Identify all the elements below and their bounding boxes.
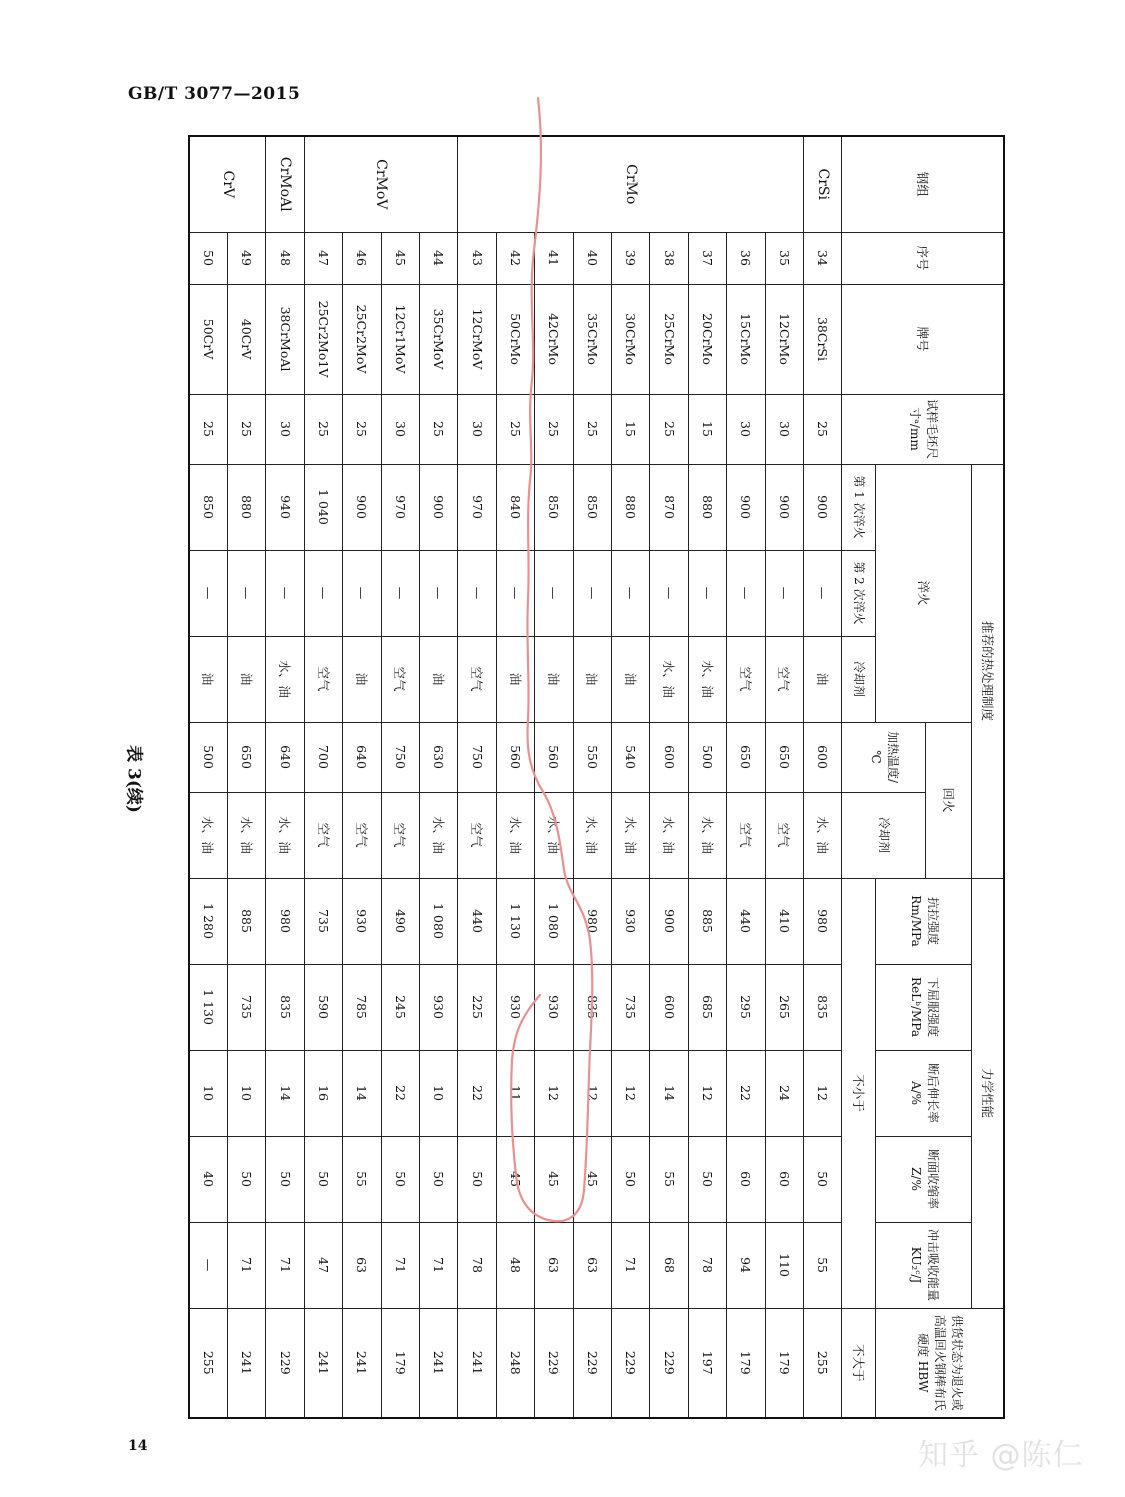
cell-z: 50 <box>381 1136 419 1222</box>
cell-rel: 785 <box>343 964 381 1050</box>
header-hardness: 供货状态为退火或高温回火钢棒布氏硬度 HBW <box>876 1308 1004 1418</box>
cell-q2: — <box>650 550 688 636</box>
cell-q1: 850 <box>189 464 228 550</box>
cell-ku: 63 <box>535 1222 573 1308</box>
table-row <box>650 136 688 1418</box>
cell-t-cool: 水、油 <box>804 792 842 878</box>
cell-ku: 71 <box>381 1222 419 1308</box>
cell-no: 45 <box>381 232 419 284</box>
cell-hbw: 229 <box>650 1308 688 1418</box>
cell-rel: 735 <box>228 964 266 1050</box>
cell-a: 12 <box>688 1050 726 1136</box>
cell-t-cool: 水、油 <box>535 792 573 878</box>
table-row <box>189 136 228 1418</box>
table-row <box>573 136 611 1418</box>
cell-size: 25 <box>343 394 381 464</box>
cell-q1: 900 <box>804 464 842 550</box>
cell-t-cool: 水、油 <box>650 792 688 878</box>
cell-size: 30 <box>266 394 304 464</box>
cell-size: 25 <box>496 394 534 464</box>
cell-rel: 835 <box>804 964 842 1050</box>
cell-no: 38 <box>650 232 688 284</box>
cell-t-cool: 空气 <box>381 792 419 878</box>
cell-rm: 980 <box>804 878 842 964</box>
cell-rel: 735 <box>612 964 650 1050</box>
cell-size: 30 <box>381 394 419 464</box>
cell-size: 25 <box>804 394 842 464</box>
header-row-1 <box>972 136 1004 1418</box>
cell-q-cool: 油 <box>343 636 381 722</box>
cell-grade: 25Cr2MoV <box>343 284 381 394</box>
cell-q2: — <box>496 550 534 636</box>
cell-z: 50 <box>688 1136 726 1222</box>
cell-size: 25 <box>573 394 611 464</box>
header-grade: 牌号 <box>842 284 1004 394</box>
cell-q-cool: 油 <box>612 636 650 722</box>
cell-ku: 78 <box>688 1222 726 1308</box>
table-row <box>612 136 650 1418</box>
cell-rm: 930 <box>343 878 381 964</box>
cell-no: 34 <box>804 232 842 284</box>
cell-ku: 48 <box>496 1222 534 1308</box>
cell-rm: 440 <box>458 878 496 964</box>
cell-no: 35 <box>765 232 803 284</box>
cell-z: 50 <box>266 1136 304 1222</box>
cell-no: 39 <box>612 232 650 284</box>
cell-no: 42 <box>496 232 534 284</box>
cell-hbw: 241 <box>420 1308 458 1418</box>
cell-hbw: 229 <box>612 1308 650 1418</box>
cell-grade: 12Cr1MoV <box>381 284 419 394</box>
cell-no: 41 <box>535 232 573 284</box>
cell-q1: 840 <box>496 464 534 550</box>
cell-a: 10 <box>189 1050 228 1136</box>
cell-q-cool: 空气 <box>765 636 803 722</box>
table-row <box>765 136 803 1418</box>
cell-q1: 870 <box>650 464 688 550</box>
cell-a: 10 <box>228 1050 266 1136</box>
cell-rm: 885 <box>688 878 726 964</box>
cell-size: 30 <box>765 394 803 464</box>
cell-q2: — <box>765 550 803 636</box>
table-row <box>304 136 342 1418</box>
cell-rel: 835 <box>266 964 304 1050</box>
cell-q1: 970 <box>381 464 419 550</box>
cell-z: 55 <box>650 1136 688 1222</box>
cell-z: 45 <box>573 1136 611 1222</box>
cell-t-temp: 650 <box>228 722 266 792</box>
cell-ku: 71 <box>420 1222 458 1308</box>
cell-q1: 1 040 <box>304 464 342 550</box>
cell-a: 22 <box>381 1050 419 1136</box>
cell-rm: 1 130 <box>496 878 534 964</box>
steel-group-cell: CrMoV <box>304 136 458 232</box>
cell-no: 48 <box>266 232 304 284</box>
cell-rm: 1 080 <box>420 878 458 964</box>
cell-t-cool: 水、油 <box>573 792 611 878</box>
cell-no: 43 <box>458 232 496 284</box>
cell-rm: 980 <box>573 878 611 964</box>
cell-q1: 900 <box>765 464 803 550</box>
table-row <box>804 136 842 1418</box>
table-row <box>266 136 304 1418</box>
cell-t-temp: 600 <box>650 722 688 792</box>
cell-a: 11 <box>496 1050 534 1136</box>
header-serial-no: 序号 <box>842 232 1004 284</box>
cell-q2: — <box>573 550 611 636</box>
cell-grade: 38CrMoAl <box>266 284 304 394</box>
cell-q-cool: 油 <box>573 636 611 722</box>
header-tempering: 回火 <box>926 722 972 878</box>
cell-z: 50 <box>304 1136 342 1222</box>
cell-grade: 38CrSi <box>804 284 842 394</box>
cell-q2: — <box>304 550 342 636</box>
cell-q2: — <box>228 550 266 636</box>
table-row <box>343 136 381 1418</box>
cell-a: 12 <box>535 1050 573 1136</box>
cell-a: 14 <box>650 1050 688 1136</box>
cell-size: 25 <box>189 394 228 464</box>
cell-t-cool: 水、油 <box>612 792 650 878</box>
property-table <box>188 135 1005 1419</box>
cell-q2: — <box>535 550 573 636</box>
table-row <box>228 136 266 1418</box>
cell-hbw: 179 <box>765 1308 803 1418</box>
cell-hbw: 255 <box>189 1308 228 1418</box>
cell-grade: 20CrMo <box>688 284 726 394</box>
cell-t-temp: 750 <box>458 722 496 792</box>
cell-hbw: 248 <box>496 1308 534 1418</box>
cell-q1: 880 <box>688 464 726 550</box>
cell-q-cool: 空气 <box>304 636 342 722</box>
cell-z: 60 <box>765 1136 803 1222</box>
cell-z: 45 <box>496 1136 534 1222</box>
cell-grade: 15CrMo <box>727 284 765 394</box>
cell-rm: 1 080 <box>535 878 573 964</box>
cell-size: 25 <box>535 394 573 464</box>
header-sample-size: 试样毛坯尺寸ᵃ/mm <box>842 394 1004 464</box>
cell-a: 14 <box>266 1050 304 1136</box>
cell-q1: 900 <box>420 464 458 550</box>
cell-hbw: 241 <box>458 1308 496 1418</box>
header-tensile: 抗拉强度 Rm/MPa <box>876 878 972 964</box>
cell-grade: 42CrMo <box>535 284 573 394</box>
table-row <box>496 136 534 1418</box>
header-first-quench: 第 1 次淬火 <box>842 464 876 550</box>
cell-rm: 930 <box>612 878 650 964</box>
cell-q1: 900 <box>343 464 381 550</box>
cell-ku: 71 <box>228 1222 266 1308</box>
cell-grade: 25CrMo <box>650 284 688 394</box>
cell-z: 45 <box>535 1136 573 1222</box>
cell-t-temp: 700 <box>304 722 342 792</box>
cell-q-cool: 水、油 <box>650 636 688 722</box>
cell-t-temp: 560 <box>496 722 534 792</box>
cell-t-cool: 水、油 <box>266 792 304 878</box>
cell-ku: 47 <box>304 1222 342 1308</box>
cell-rm: 440 <box>727 878 765 964</box>
cell-z: 50 <box>804 1136 842 1222</box>
cell-ku: 71 <box>266 1222 304 1308</box>
cell-t-temp: 500 <box>688 722 726 792</box>
cell-q-cool: 空气 <box>381 636 419 722</box>
cell-t-temp: 640 <box>343 722 381 792</box>
cell-t-temp: 540 <box>612 722 650 792</box>
header-reduction: 断面收缩率 Z/% <box>876 1136 972 1222</box>
cell-z: 50 <box>420 1136 458 1222</box>
header-yield: 下屈服强度 ReLᵇ/MPa <box>876 964 972 1050</box>
cell-rm: 490 <box>381 878 419 964</box>
cell-rel: 590 <box>304 964 342 1050</box>
cell-grade: 12CrMoV <box>458 284 496 394</box>
cell-q-cool: 水、油 <box>688 636 726 722</box>
cell-a: 12 <box>573 1050 611 1136</box>
cell-no: 46 <box>343 232 381 284</box>
cell-rel: 600 <box>650 964 688 1050</box>
cell-t-cool: 空气 <box>765 792 803 878</box>
cell-q2: — <box>343 550 381 636</box>
header-impact: 冲击吸收能量 KU₂ᶜ/J <box>876 1222 972 1308</box>
cell-t-cool: 水、油 <box>189 792 228 878</box>
cell-a: 22 <box>727 1050 765 1136</box>
cell-t-temp: 640 <box>266 722 304 792</box>
cell-q-cool: 空气 <box>458 636 496 722</box>
header-heat-treatment: 推荐的热处理制度 <box>972 464 1004 878</box>
cell-rel: 265 <box>765 964 803 1050</box>
page-number: 14 <box>128 1438 148 1454</box>
cell-size: 30 <box>727 394 765 464</box>
cell-rel: 685 <box>688 964 726 1050</box>
cell-hbw: 197 <box>688 1308 726 1418</box>
cell-grade: 12CrMo <box>765 284 803 394</box>
cell-ku: 68 <box>650 1222 688 1308</box>
cell-ku: 110 <box>765 1222 803 1308</box>
cell-rm: 900 <box>650 878 688 964</box>
cell-rm: 980 <box>266 878 304 964</box>
cell-hbw: 241 <box>228 1308 266 1418</box>
cell-no: 44 <box>420 232 458 284</box>
watermark: 知乎 @陈仁 <box>918 1438 1084 1473</box>
cell-q-cool: 油 <box>420 636 458 722</box>
cell-q1: 850 <box>535 464 573 550</box>
cell-q1: 880 <box>612 464 650 550</box>
cell-ku: 63 <box>343 1222 381 1308</box>
cell-t-cool: 空气 <box>304 792 342 878</box>
cell-q1: 970 <box>458 464 496 550</box>
cell-rel: 1 130 <box>189 964 228 1050</box>
cell-grade: 35CrMoV <box>420 284 458 394</box>
cell-q-cool: 油 <box>496 636 534 722</box>
cell-size: 30 <box>458 394 496 464</box>
cell-q-cool: 油 <box>189 636 228 722</box>
cell-hbw: 255 <box>804 1308 842 1418</box>
cell-size: 25 <box>420 394 458 464</box>
cell-size: 15 <box>612 394 650 464</box>
table-row <box>688 136 726 1418</box>
header-quenching: 淬火 <box>876 464 972 722</box>
cell-a: 12 <box>804 1050 842 1136</box>
cell-t-cool: 水、油 <box>496 792 534 878</box>
cell-rm: 885 <box>228 878 266 964</box>
steel-group-cell: CrV <box>189 136 266 232</box>
cell-size: 15 <box>688 394 726 464</box>
cell-q2: — <box>420 550 458 636</box>
cell-a: 22 <box>458 1050 496 1136</box>
steel-group-cell: CrMoAl <box>266 136 304 232</box>
cell-size: 25 <box>228 394 266 464</box>
cell-grade: 25Cr2Mo1V <box>304 284 342 394</box>
cell-t-temp: 650 <box>765 722 803 792</box>
cell-z: 50 <box>458 1136 496 1222</box>
header-min-label: 不小于 <box>842 878 876 1308</box>
header-mechanical: 力学性能 <box>972 878 1004 1308</box>
cell-q1: 850 <box>573 464 611 550</box>
cell-a: 14 <box>343 1050 381 1136</box>
cell-z: 50 <box>612 1136 650 1222</box>
cell-q1: 940 <box>266 464 304 550</box>
cell-no: 49 <box>228 232 266 284</box>
cell-t-cool: 空气 <box>458 792 496 878</box>
cell-hbw: 179 <box>381 1308 419 1418</box>
table-row <box>381 136 419 1418</box>
cell-no: 36 <box>727 232 765 284</box>
cell-grade: 50CrV <box>189 284 228 394</box>
cell-q-cool: 油 <box>535 636 573 722</box>
cell-t-temp: 650 <box>727 722 765 792</box>
cell-size: 25 <box>304 394 342 464</box>
cell-t-cool: 空气 <box>343 792 381 878</box>
cell-ku: 55 <box>804 1222 842 1308</box>
cell-q2: — <box>458 550 496 636</box>
cell-t-temp: 750 <box>381 722 419 792</box>
cell-t-cool: 水、油 <box>688 792 726 878</box>
cell-a: 12 <box>612 1050 650 1136</box>
cell-q2: — <box>266 550 304 636</box>
cell-rm: 1 280 <box>189 878 228 964</box>
cell-grade: 35CrMo <box>573 284 611 394</box>
steel-group-cell: CrSi <box>804 136 842 232</box>
header-second-quench: 第 2 次淬火 <box>842 550 876 636</box>
cell-t-temp: 600 <box>804 722 842 792</box>
table-title: 表 3(续) <box>123 745 144 813</box>
cell-a: 10 <box>420 1050 458 1136</box>
cell-rel: 930 <box>535 964 573 1050</box>
table-rotation-wrapper <box>188 135 1005 1417</box>
cell-grade: 40CrV <box>228 284 266 394</box>
cell-ku: 78 <box>458 1222 496 1308</box>
cell-q2: — <box>688 550 726 636</box>
cell-t-temp: 550 <box>573 722 611 792</box>
cell-z: 50 <box>228 1136 266 1222</box>
table-body <box>189 136 842 1418</box>
cell-ku: 63 <box>573 1222 611 1308</box>
table-row <box>727 136 765 1418</box>
cell-q2: — <box>612 550 650 636</box>
cell-hbw: 229 <box>266 1308 304 1418</box>
table-row <box>420 136 458 1418</box>
cell-q2: — <box>189 550 228 636</box>
cell-a: 24 <box>765 1050 803 1136</box>
cell-size: 25 <box>650 394 688 464</box>
header-temper-heating-temp: 加热温度/℃ <box>842 722 926 792</box>
cell-no: 47 <box>304 232 342 284</box>
cell-t-temp: 500 <box>189 722 228 792</box>
cell-q-cool: 水、油 <box>266 636 304 722</box>
cell-ku: 94 <box>727 1222 765 1308</box>
cell-hbw: 229 <box>535 1308 573 1418</box>
header-max-label: 不大于 <box>842 1308 876 1418</box>
cell-t-cool: 空气 <box>727 792 765 878</box>
cell-rel: 930 <box>420 964 458 1050</box>
header-temper-coolant: 冷却剂 <box>842 792 926 878</box>
cell-hbw: 179 <box>727 1308 765 1418</box>
cell-q2: — <box>804 550 842 636</box>
cell-rel: 930 <box>496 964 534 1050</box>
cell-a: 16 <box>304 1050 342 1136</box>
cell-rel: 295 <box>727 964 765 1050</box>
cell-z: 55 <box>343 1136 381 1222</box>
cell-t-temp: 630 <box>420 722 458 792</box>
cell-q-cool: 油 <box>804 636 842 722</box>
cell-hbw: 241 <box>343 1308 381 1418</box>
header-elongation: 断后伸长率 A/% <box>876 1050 972 1136</box>
cell-hbw: 229 <box>573 1308 611 1418</box>
cell-q-cool: 油 <box>228 636 266 722</box>
cell-z: 60 <box>727 1136 765 1222</box>
cell-t-cool: 水、油 <box>420 792 458 878</box>
cell-t-cool: 水、油 <box>228 792 266 878</box>
cell-q2: — <box>727 550 765 636</box>
table-row <box>458 136 496 1418</box>
cell-rel: 225 <box>458 964 496 1050</box>
cell-z: 40 <box>189 1136 228 1222</box>
cell-q-cool: 空气 <box>727 636 765 722</box>
header-quench-coolant: 冷却剂 <box>842 636 876 722</box>
cell-t-temp: 560 <box>535 722 573 792</box>
cell-grade: 50CrMo <box>496 284 534 394</box>
cell-rel: 245 <box>381 964 419 1050</box>
table-row <box>535 136 573 1418</box>
cell-no: 50 <box>189 232 228 284</box>
cell-hbw: 241 <box>304 1308 342 1418</box>
cell-q1: 900 <box>727 464 765 550</box>
cell-rm: 735 <box>304 878 342 964</box>
cell-ku: — <box>189 1222 228 1308</box>
header-steel-group: 钢组 <box>842 136 1004 232</box>
cell-grade: 30CrMo <box>612 284 650 394</box>
standard-code: GB/T 3077—2015 <box>128 84 301 104</box>
cell-no: 40 <box>573 232 611 284</box>
cell-no: 37 <box>688 232 726 284</box>
cell-q1: 880 <box>228 464 266 550</box>
steel-group-cell: CrMo <box>458 136 804 232</box>
cell-ku: 71 <box>612 1222 650 1308</box>
cell-rel: 835 <box>573 964 611 1050</box>
cell-rm: 410 <box>765 878 803 964</box>
cell-q2: — <box>381 550 419 636</box>
